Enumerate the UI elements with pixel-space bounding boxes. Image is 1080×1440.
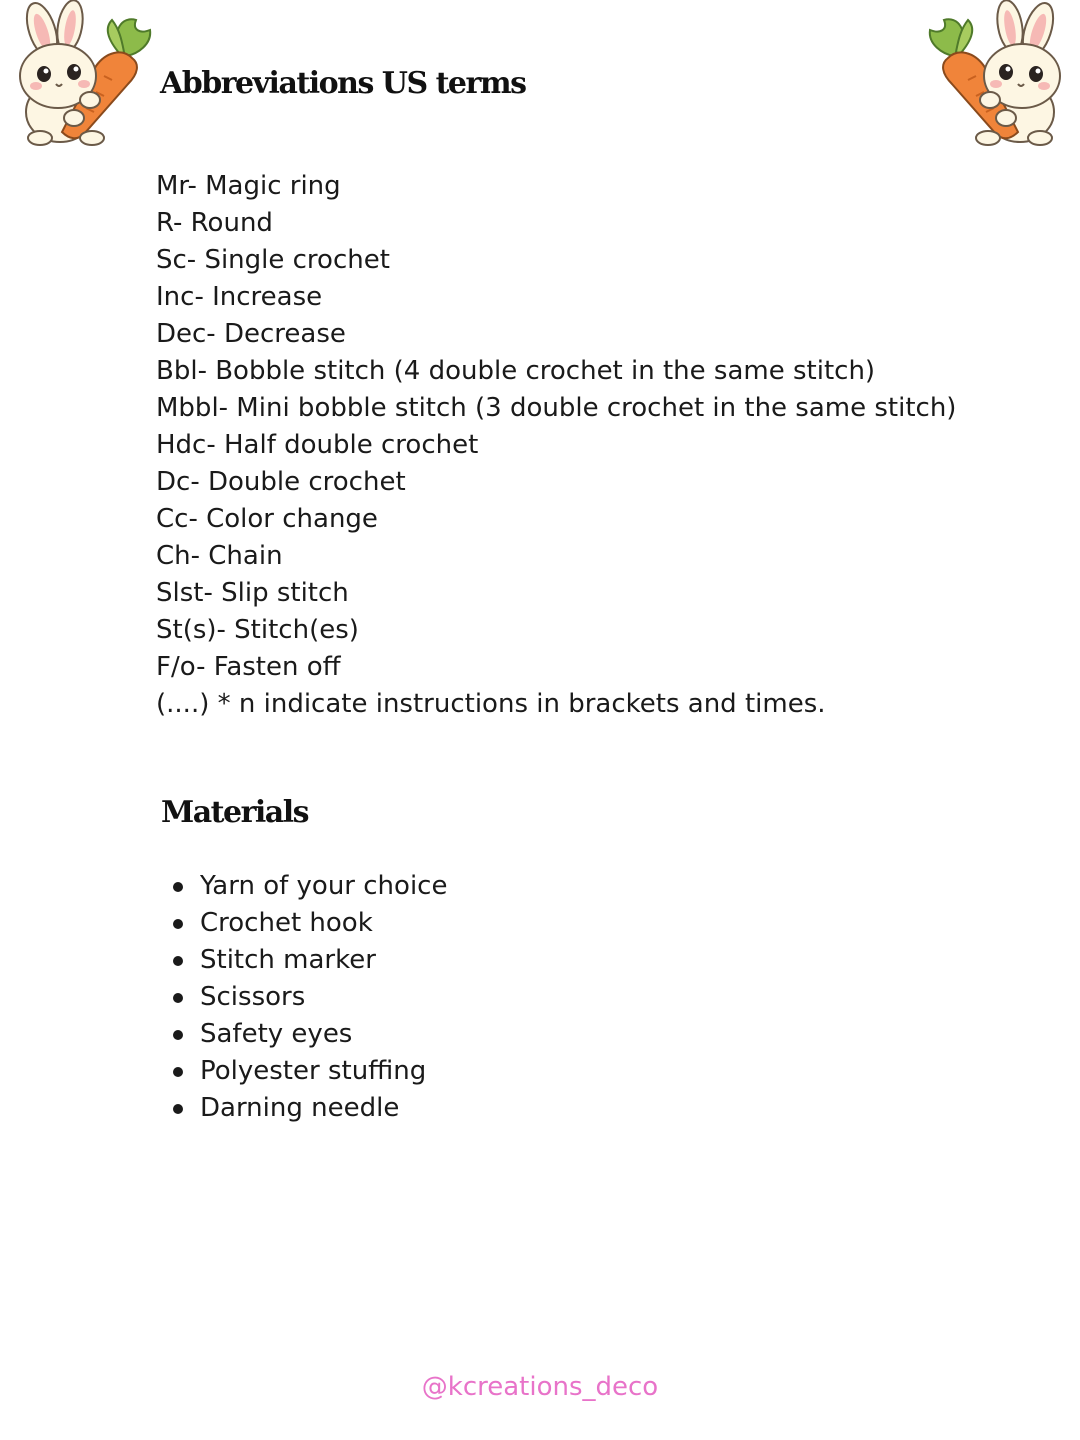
social-handle: @kcreations_deco (421, 1372, 659, 1402)
list-item: Inc- Increase (156, 282, 323, 312)
bullet-icon (173, 1104, 183, 1114)
bullet-icon (173, 956, 183, 966)
list-item (200, 1053, 447, 1090)
list-item: Dec- Decrease (156, 319, 346, 349)
list-item: Sc- Single crochet (156, 245, 390, 275)
material-label: Crochet hook (200, 908, 373, 938)
bunny-with-carrot-icon (0, 0, 160, 150)
list-item: R- Round (156, 208, 273, 238)
list-item: F/o- Fasten off (156, 652, 341, 682)
list-item: Slst- Slip stitch (156, 578, 349, 608)
list-item: (....) * n indicate instructions in brackets and times. (156, 689, 826, 719)
list-item: Mbbl- Mini bobble stitch (3 double crochet in the same stitch) (156, 393, 957, 423)
list-item (200, 1016, 447, 1053)
abbreviations-list (156, 168, 956, 723)
abbreviations-heading: Abbreviations US terms (160, 66, 526, 101)
bullet-icon (173, 993, 183, 1003)
material-label: Scissors (200, 982, 306, 1012)
bullet-icon (173, 882, 183, 892)
list-item: Hdc- Half double crochet (156, 430, 479, 460)
material-label: Safety eyes (200, 1019, 353, 1049)
bullet-icon (173, 919, 183, 929)
material-label: Polyester stuffing (200, 1056, 427, 1086)
list-item (200, 979, 447, 1016)
material-label: Stitch marker (200, 945, 376, 975)
list-item: Cc- Color change (156, 504, 378, 534)
bullet-icon (173, 1030, 183, 1040)
list-item (200, 905, 447, 942)
material-label: Yarn of your choice (200, 871, 448, 901)
material-label: Darning needle (200, 1093, 400, 1123)
list-item: St(s)- Stitch(es) (156, 615, 359, 645)
bunny-with-carrot-icon (920, 0, 1080, 150)
list-item (200, 942, 447, 979)
list-item: Dc- Double crochet (156, 467, 406, 497)
materials-heading: Materials (161, 795, 309, 830)
list-item: Mr- Magic ring (156, 171, 341, 201)
list-item (200, 868, 447, 905)
materials-list (200, 868, 447, 1127)
bullet-icon (173, 1067, 183, 1077)
list-item (200, 1090, 447, 1127)
list-item: Bbl- Bobble stitch (4 double crochet in the same stitch) (156, 356, 876, 386)
list-item: Ch- Chain (156, 541, 283, 571)
